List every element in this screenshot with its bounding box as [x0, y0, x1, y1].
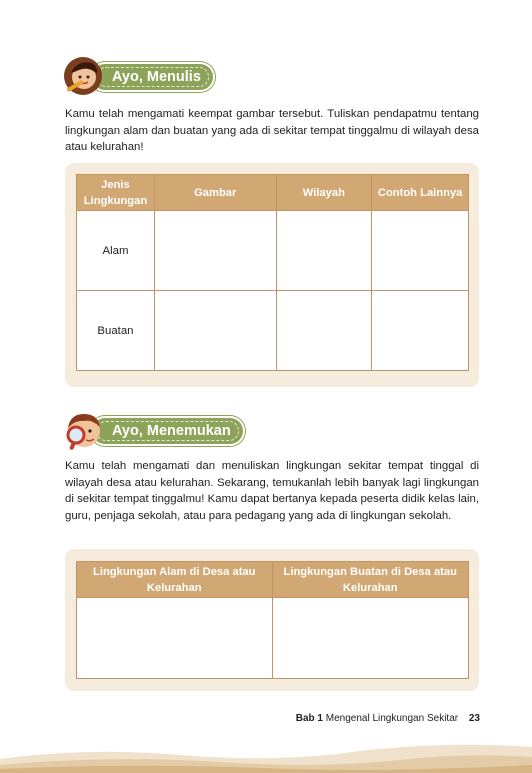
table1-cell-buatan: Buatan [77, 291, 155, 371]
table1-cell-empty[interactable] [154, 291, 276, 371]
findings-table [76, 561, 469, 679]
table1-cell-empty[interactable] [154, 211, 276, 291]
section-title-ayo-menemukan: Ayo, Menemukan [92, 418, 243, 444]
section-title-ayo-menulis: Ayo, Menulis [92, 64, 213, 90]
table1-header-gambar: Gambar [154, 175, 276, 211]
section1-paragraph: Kamu telah mengamati keempat gambar tersebut. Tuliskan pendapatmu tentang lingkungan alam dan buatan yang ada di sekitar tempat tinggalmu di wilayah desa atau kelurahan! [65, 108, 479, 154]
table2-header-buatan: Lingkungan Buatan di Desa atau Kelurahan [272, 562, 469, 598]
footer-chapter: Bab 1 [295, 713, 323, 724]
table2-cell-empty[interactable] [77, 598, 273, 679]
table-row [77, 211, 469, 291]
table1-header-wilayah: Wilayah [276, 175, 372, 211]
table1-header-jenis: Jenis Lingkungan [77, 175, 155, 211]
footer-chapter-title: Mengenal Lingkungan Sekitar [325, 713, 459, 724]
section-header-ayo-menulis [62, 54, 222, 98]
decorative-waves [0, 729, 532, 773]
table-row [77, 598, 469, 679]
table2-cell-empty[interactable] [272, 598, 469, 679]
page-footer [296, 713, 480, 724]
magnifier-boy-icon [62, 408, 106, 452]
environment-table [76, 174, 469, 371]
page-number: 23 [468, 713, 480, 724]
table1-cell-alam: Alam [77, 211, 155, 291]
table-row [77, 291, 469, 371]
table2-header-alam: Lingkungan Alam di Desa atau Kelurahan [77, 562, 273, 598]
table1-cell-empty[interactable] [372, 211, 469, 291]
table1-header-contoh: Contoh Lainnya [372, 175, 469, 211]
table1-cell-empty[interactable] [276, 211, 372, 291]
table1-cell-empty[interactable] [372, 291, 469, 371]
section2-paragraph: Kamu telah mengamati dan menuliskan lingkungan sekitar tempat tinggal di wilayah desa atau kelurahan. Sekarang, temukanlah lebih banyak lagi lingkungan di sekitar tempat tinggalmu! Kamu dapat bertanya kepada peserta didik kelas lain, guru, penjaga sekolah, atau para pedagang yang ada di lingkungan sekolah. [65, 460, 479, 522]
table1-cell-empty[interactable] [276, 291, 372, 371]
section-header-ayo-menemukan [62, 408, 252, 452]
writing-girl-icon [62, 54, 106, 98]
